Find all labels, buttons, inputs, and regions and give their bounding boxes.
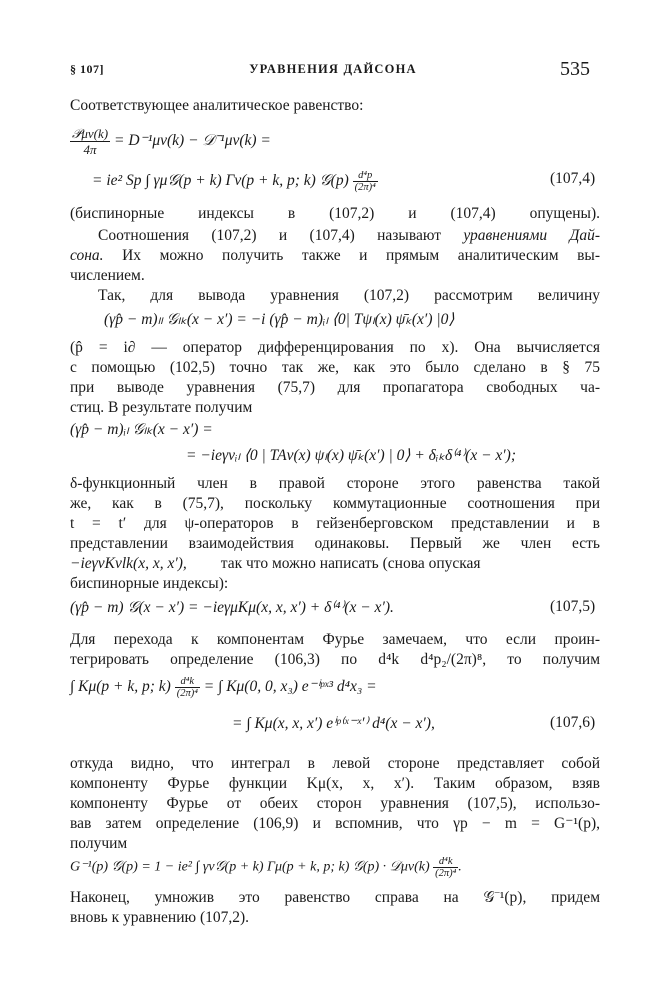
- fraction: $\frac{\text{d⁴k}}{\text{(2π)⁴}}$: [176, 676, 198, 699]
- text-line: Для перехода к компонентам Фурье замечаем, что если проин-: [70, 631, 600, 648]
- text-line: же, как в (75,7), поскольку коммутационные соотношения при: [70, 495, 600, 512]
- text-line: δ-функционный член в правой стороне этого равенства такой: [70, 475, 600, 492]
- equation-107-6-line-2: = ∫ Kμ(x, x, x′) eⁱᵖ⁽ˣ⁻ˣ′⁾ d⁴(x − x′),: [232, 715, 435, 732]
- text-line: представлении взаимодействия одинаковы. Первый же член есть: [70, 535, 600, 552]
- text-line: откуда видно, что интеграл в левой стороне представляет собой: [70, 755, 600, 772]
- text-line: с помощью (102,5) точно так же, как это было сделано в § 75: [70, 359, 600, 376]
- text-line: Так, для вывода уравнения (107,2) рассмотрим величину: [98, 287, 600, 304]
- equation-107-4-line-2: = ie² Sp ∫ γμ𝒢(p + k) Γν(p + k, p; k) 𝒢(p) $\frac{\text{d⁴p}}{\text{(2π)⁴}}$: [92, 170, 376, 193]
- equation-107-6-line-1: ∫ Kμ(p + k, p; k) $\frac{\text{d⁴k}}{\text{(2π)⁴}}$ = ∫ Kμ(0, 0, x₃) e⁻ⁱᵖˣ³ d⁴x₃ =: [70, 676, 377, 699]
- equation-107-4-line-1: $\frac{\text{𝒫μν(k)}}{4\pi}$ = D⁻¹μν(k) − 𝒟⁻¹μν(k) =: [72, 126, 271, 157]
- text-line: Соответствующее аналитическое равенство:: [70, 97, 364, 114]
- equation-number: (107,4): [550, 170, 596, 187]
- equation-result-line-1: (γp̂ − m)ᵢₗ 𝒢ₗₖ(x − x′) =: [70, 421, 213, 438]
- text-line: сона. Их можно получить также и прямым аналитическим вы-: [70, 247, 600, 264]
- text-line: (p̂ = i∂ — оператор дифференцирования по x). Она вычисляется: [70, 339, 600, 356]
- text-line: вновь к уравнению (107,2).: [70, 909, 250, 926]
- running-head-section: § 107]: [70, 62, 104, 76]
- text-line: при выводе уравнения (75,7) для пропагатора свободных ча-: [70, 379, 600, 396]
- text-line: числением.: [70, 267, 145, 284]
- fraction: $\frac{\text{𝒫μν(k)}}{4\pi}$: [72, 126, 109, 157]
- text-line: −ieγνKνlk(x, x, x′), так что можно написать (снова опуская: [70, 555, 481, 572]
- text-line: тегрировать определение (106,3) по d⁴k d⁴p₂/(2π)⁸, то получим: [70, 651, 600, 668]
- text-line: компоненту Фурье от обеих сторон уравнения (107,5), использо-: [70, 795, 600, 812]
- text-line: (биспинорные индексы в (107,2) и (107,4) опущены).: [70, 205, 600, 222]
- text-line: Наконец, умножив это равенство справа на 𝒢⁻¹(p), придем: [70, 889, 600, 906]
- text-line: вав затем определение (106,9) и вспомнив, что γp − m = G⁻¹(p),: [70, 815, 600, 832]
- equation-107-5: (γp̂ − m) 𝒢(x − x′) = −ieγμKμ(x, x, x′) + δ⁽⁴⁾(x − x′).: [70, 599, 394, 616]
- text-line: получим: [70, 835, 128, 852]
- equation-number: (107,5): [550, 598, 596, 615]
- running-head-title: УРАВНЕНИЯ ДАЙСОНА: [249, 62, 417, 76]
- equation-dyson-final: G⁻¹(p) 𝒢(p) = 1 − ie² ∫ γν𝒢(p + k) Γμ(p + k, p; k) 𝒢(p) · 𝒟μν(k) $\frac{\text{d⁴k}}{\text{(2π)⁴}}$ .: [70, 856, 462, 879]
- equation-propagator: (γp̂ − m)ₗₗ 𝒢ₗₖ(x − x′) = −i (γp̂ − m)ᵢₗ ⟨0| Tψₗ(x) ψ̄ₖ(x′) |0⟩: [104, 311, 455, 328]
- text-line: стиц. В результате получим: [70, 399, 253, 416]
- text-line: биспинорные индексы):: [70, 575, 229, 592]
- equation-number: (107,6): [550, 714, 596, 731]
- equation-result-line-2: = −ieγνᵢₗ ⟨0 | TAν(x) ψₗ(x) ψ̄ₖ(x′) | 0⟩ + δᵢₖδ⁽⁴⁾(x − x′);: [186, 447, 516, 464]
- fraction: $\frac{\text{d⁴k}}{\text{(2π)⁴}}$: [435, 856, 457, 879]
- text-line: t = t′ для ψ-операторов в гейзенберговском представлении и в: [70, 515, 600, 532]
- page-number: 535: [560, 58, 590, 80]
- fraction: $\frac{\text{d⁴p}}{\text{(2π)⁴}}$: [354, 170, 376, 193]
- text-line: компоненту Фурье функции Kμ(x, x, x′). Таким образом, взяв: [70, 775, 600, 792]
- text-line: Соотношения (107,2) и (107,4) называют уравнениями Дай-: [98, 227, 600, 244]
